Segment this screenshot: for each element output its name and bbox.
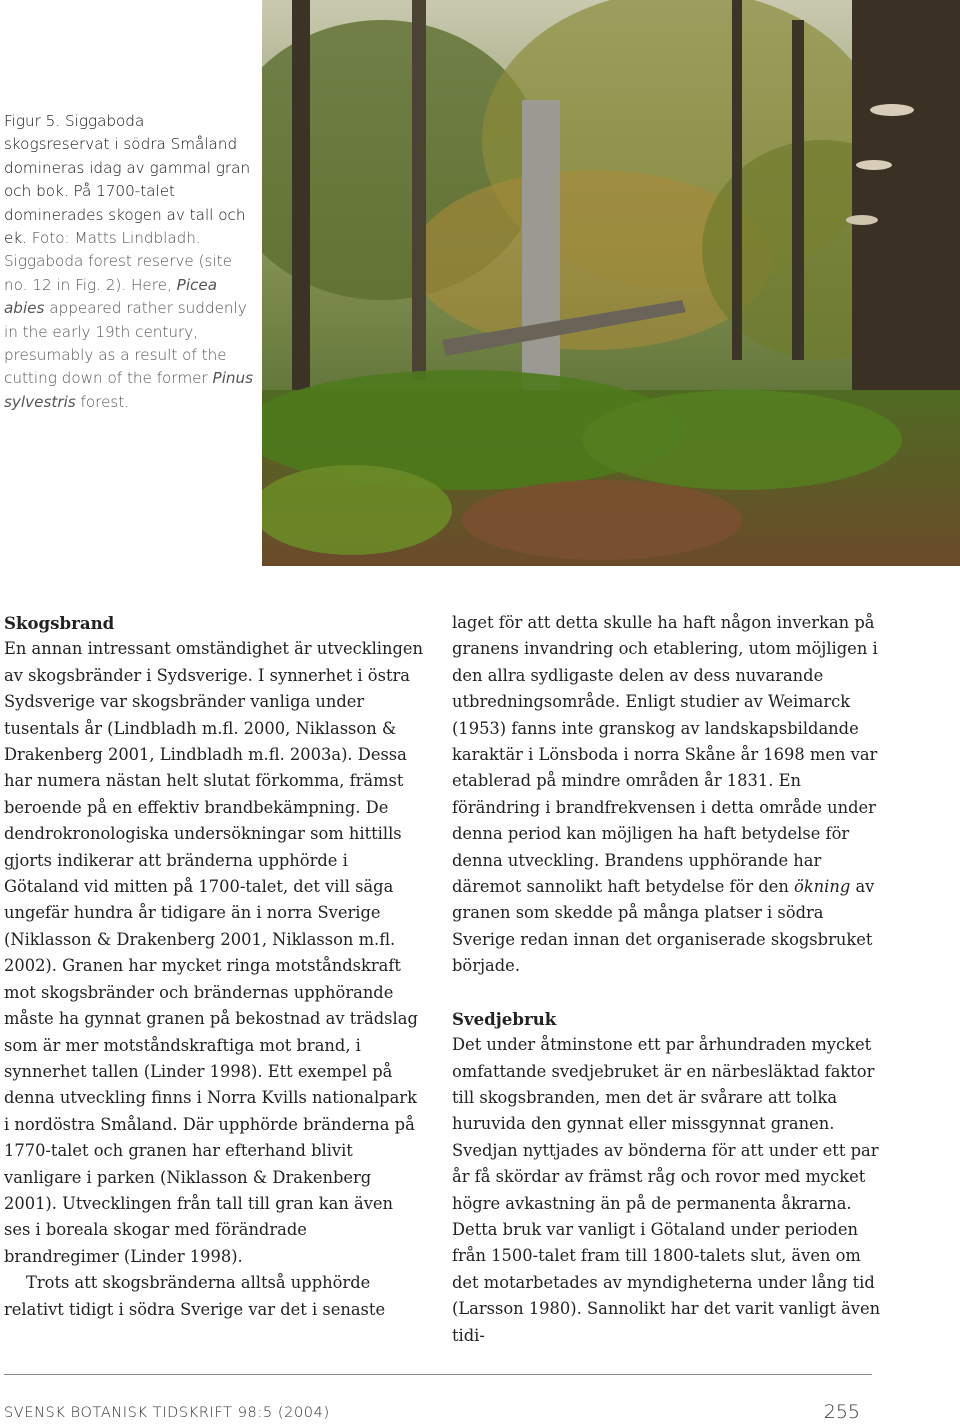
caption-english-1: Siggaboda forest reserve (site no. 12 in Fig. 2). Here,	[4, 252, 232, 294]
right-paragraph-1-a: laget för att detta skulle ha haft någon inverkan på granens invandring och etablering, utom möjligen i den allra sydligaste delen av dess nuvarande utbredningsområde. Enligt studier av Weimarck (1953) fanns inte granskog av landskapsbildande karaktär i Lönsboda i norra Skåne år 1698 men var etablerad på mindre områden år 1831. En förändring i brandfrekvensen i detta område under denna period kan möjligen ha haft betydelse för denna utveckling. Brandens upphörande har däremot sannolikt haft betydelse för den	[452, 613, 878, 897]
footer-rule	[4, 1374, 872, 1375]
figure-caption	[4, 110, 254, 414]
right-paragraph-1	[452, 610, 882, 980]
page-number: 255	[823, 1401, 860, 1423]
caption-english-2: appeared rather suddenly in the early 19th century, presumably as a result of the cutting down of the former	[4, 299, 247, 388]
caption-english-3: forest.	[75, 392, 130, 411]
right-paragraph-1-emphasis: ökning	[794, 877, 851, 897]
left-column	[4, 610, 424, 1323]
right-paragraph-1-b: av granen som skedde på många platser i södra Sverige redan innan det organiserade skogsbruket började.	[452, 877, 875, 976]
caption-species-1: Picea abies	[4, 275, 218, 318]
section-heading-skogsbrand: Skogsbrand	[4, 613, 115, 633]
journal-title: SVENSK BOTANISK TIDSKRIFT 98:5 (2004)	[4, 1405, 330, 1421]
forest-photo	[262, 0, 960, 566]
caption-swedish: Figur 5. Siggaboda skogsreservat i södra Småland domineras idag av gammal gran och bok. På 1700-talet dominerades skogen av tall och ek.	[4, 112, 251, 248]
caption-species-2: Pinus sylvestris	[4, 369, 254, 411]
left-paragraph-2: Trots att skogsbränderna alltså upphörde relativt tidigt i södra Sverige var det i senaste	[4, 1273, 386, 1319]
right-column	[452, 610, 882, 1349]
caption-photo-credit: Foto: Matts Lindbladh.	[31, 229, 201, 248]
section-heading-svedjebruk: Svedjebruk	[452, 1008, 557, 1029]
right-paragraph-2: Det under åtminstone ett par århundraden mycket omfattande svedjebruket är en närbesläktad faktor till skogsbranden, men det är svårare att tolka huruvida den gynnat eller missgynnat granen. Svedjan nyttjades av bönderna för att under ett par år få skördar av främst råg och rovor med mycket högre avkastning än på de permanenta åkrarna. Detta bruk var vanligt i Götaland under perioden från 1500-talet fram till 1800-talets slut, även om det motarbetades av myndigheterna under lång tid (Larsson 1980). Sannolikt har det varit vanligt även tidi-	[452, 1035, 881, 1345]
left-paragraph-1: En annan intressant omständighet är utvecklingen av skogsbränder i Sydsverige. I synnerhet i östra Sydsverige var skogsbränder vanliga under tusentals år (Lindbladh m.fl. 2000, Niklasson & Drakenberg 2001, Lindbladh m.fl. 2003a). Dessa har numera nästan helt slutat förkomma, främst beroende på en effektiv brandbekämpning. De dendrokronologiska undersökningar som hittills gjorts indikerar att bränderna upphörde i Götaland vid mitten på 1700-talet, det vill säga ungefär hundra år tidigare än i norra Sverige (Niklasson & Drakenberg 2001, Niklasson m.fl. 2002). Granen har mycket ringa motståndskraft mot skogsbränder och brändernas upphörande måste ha gynnat granen på bekostnad av trädslag som är mer motståndskraftiga mot brand, i synnerhet tallen (Linder 1998). Ett exempel på denna utveckling finns i Norra Kvills nationalpark i nordöstra Småland. Där upphörde bränderna på 1770-talet och granen har efterhand blivit vanligare i parken (Niklasson & Drakenberg 2001). Utvecklingen från tall till gran kan även ses i boreala skogar med förändrade brandregimer (Linder 1998).	[4, 639, 424, 1266]
section-gap	[452, 980, 882, 1006]
